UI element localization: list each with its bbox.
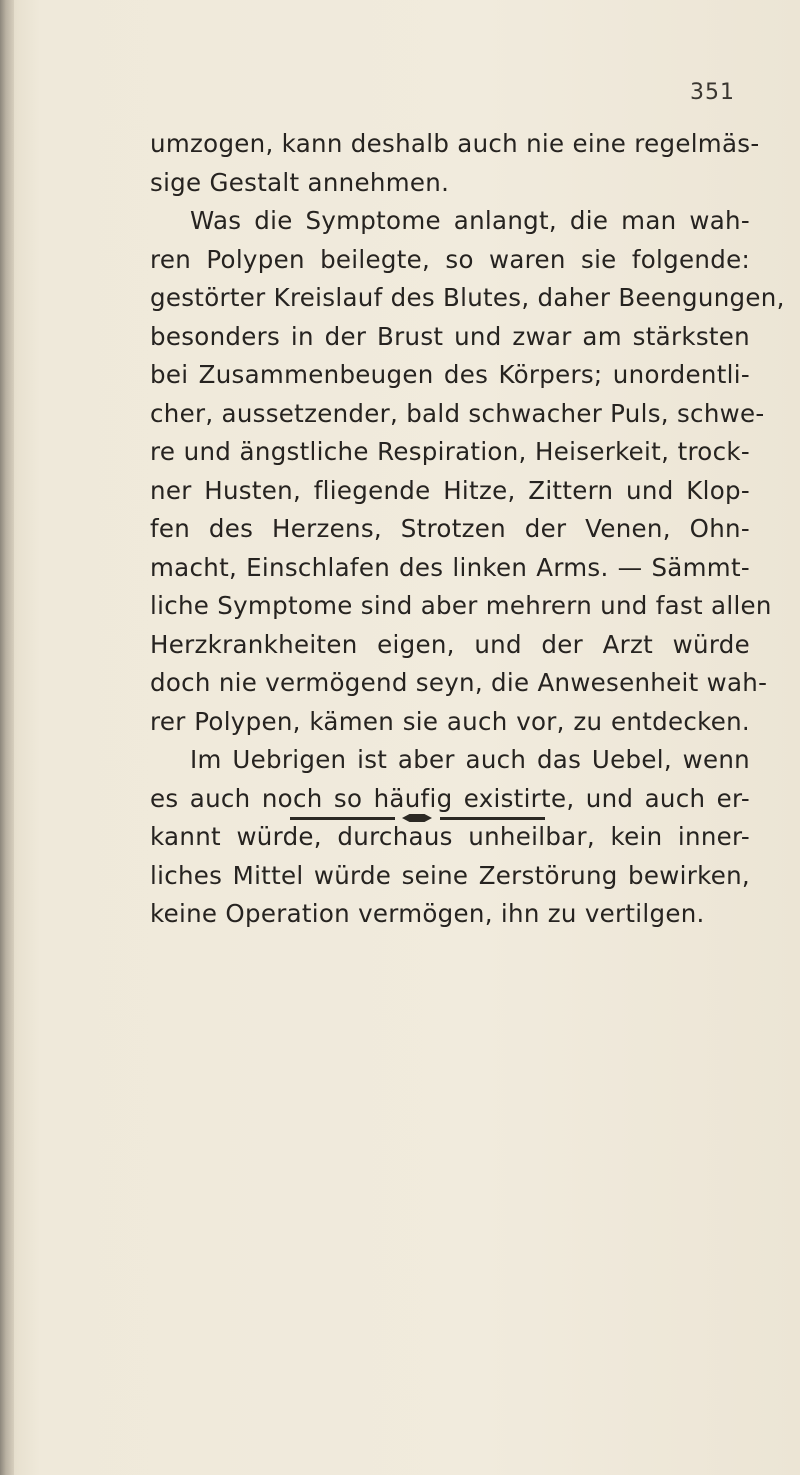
text-line: rer Polypen, kämen sie auch vor, zu entdecken. [150,706,750,736]
ornament-rule-left [290,817,395,820]
text-line: liches Mittel würde seine Zerstörung bewirken, [150,860,750,890]
text-line: Was die Symptome anlangt, die man wah- [190,206,750,235]
text-line: macht, Einschlafen des linken Arms. — Sämmt- [150,552,750,582]
text-line: keine Operation vermögen, ihn zu vertilgen. [150,899,705,928]
text-line: re und ängstliche Respiration, Heiserkeit, trock- [150,437,750,466]
text-line: liche Symptome sind aber mehrern und fast allen [150,591,772,620]
text-line: bei Zusammenbeugen des Körpers; unordentli- [150,360,750,389]
text-line: Herzkrankheiten eigen, und der Arzt würde [150,629,750,659]
text-line: gestörter Kreislauf des Blutes, daher Beengungen, [150,283,785,312]
text-line: besonders in der Brust und zwar am stärksten [150,321,750,351]
text-line: cher, aussetzender, bald schwacher Puls, schwe- [150,398,765,428]
text-line: Im Uebrigen ist aber auch das Uebel, wenn [190,745,750,774]
body-text [150,125,785,934]
text-line: ren Polypen beilegte, so waren sie folgende: [150,244,750,274]
text-line: fen des Herzens, Strotzen der Venen, Ohn- [150,514,750,543]
text-line: kannt würde, durchaus unheilbar, kein inner- [150,822,750,851]
ornament-rule-right [440,817,545,820]
text-line: umzogen, kann deshalb auch nie eine regelmäs- [150,129,760,158]
text-line: doch nie vermögend seyn, die Anwesenheit wah- [150,668,768,697]
binding-edge [0,0,14,1475]
text-line: ner Husten, fliegende Hitze, Zittern und Klop- [150,475,750,505]
text-line: es auch noch so häufig existirte, und auch er- [150,783,750,813]
page-number: 351 [690,80,735,105]
text-line: sige Gestalt annehmen. [150,167,450,197]
ornament-diamond-icon [402,814,432,822]
section-end-ornament [290,814,545,822]
